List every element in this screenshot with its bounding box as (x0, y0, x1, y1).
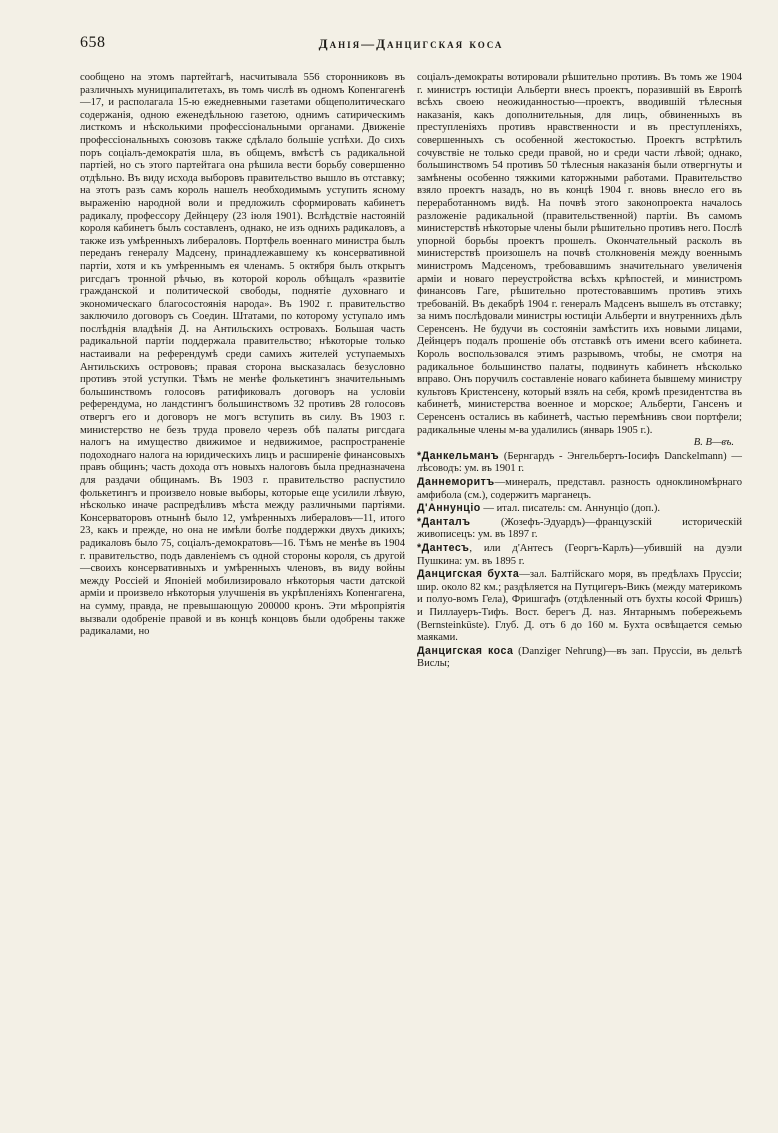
entry-text: —зал. Балтійскаго моря, въ предѣлахъ Пруссіи; шир. около 82 км.; раздѣляется на Путцигеръ-Викъ (между материкомъ и полуо-вомъ Гела), Фришгафъ (отдѣленный отъ бухты косой Фришъ) и Пиллауеръ-Тифъ. Вост. берегъ Д. наз. Янтарнымъ побережьемъ (Bernsteinküste). Глуб. Д. отъ 6 до 160 м. Бухта освѣщается семью маяками. (417, 569, 742, 644)
entry-danzig-spit (417, 645, 742, 671)
entry-text: — итал. писатель: см. Аннунціо (доп.). (480, 503, 660, 515)
entry-danzig-bay (417, 568, 742, 645)
entry-text: —минералъ, представл. разность одноклиномѣрнаго амфибола (см.), содержитъ марганецъ. (417, 477, 742, 501)
author-signature: В. В—въ. (693, 437, 734, 449)
entry-dannemorit (417, 476, 742, 502)
entry-headword: Даннеморитъ (417, 476, 495, 488)
entry-text: (Бернгардъ - Энгельбертъ-Іосифъ Danckelmann) — лѣсоводъ: ум. въ 1901 г. (417, 450, 742, 475)
entry-headword: Данцигская коса (417, 644, 514, 657)
entry-headword: *Данталъ (417, 515, 471, 528)
entry-headword: *Дантесъ (417, 541, 470, 554)
article-paragraph-continued: соціалъ-демократы вотировали рѣшительно противъ. Въ томъ же 1904 г. министръ юстиціи Альберти внесъ проектъ, поразившій въ Европѣ всѣхъ своею неожиданностью—проектъ, вводившій тѣлесныя наказанія, какъ дополнительныя, для лицъ, обвиненныхъ въ преступленіяхъ противъ нравственности и въ преступленіяхъ, совершенныхъ съ особенной жестокостью. Проектъ встрѣтилъ сочувствіе не только среди правой, но и среди части лѣвой; однако, большинствомъ 54 противъ 50 тѣлесныя наказанія были отвергнуты и замѣнены особенно тяжкими каторжными работами. Правительство взяло проектъ назадъ, но въ концѣ 1904 г. вновь внесло его въ переработанномъ видѣ. На почвѣ этого законопроекта началось разложеніе радикальной (правительственной) партіи. Въ самомъ министерствѣ нѣкоторые члены были рѣшительно противъ него. Послѣ упорной борьбы проектъ прошелъ. Окончательный расколъ въ министерствѣ произошелъ на почвѣ столкновенія между военнымъ министромъ Мадсеномъ, требовавшимъ значительнаго увеличенія арміи и новаго переустройства всѣхъ крѣпостей, и министромъ финансовъ Гаге, рѣшительно протестовавшимъ противъ этихъ требованій. Въ декабрѣ 1904 г. генералъ Мадсенъ вышелъ въ отставку; за нимъ послѣдовали министры юстиціи Альберти и внутреннихъ дѣлъ Серенсенъ. Не будучи въ состояніи замѣстить ихъ новыми лицами, Дейнцеръ подалъ прошеніе объ отставкѣ отъ имени всего кабинета. Король воспользовался этимъ разрывомъ, чтобы, не смотря на радикальное большинство палаты, подвинуть кабинетъ нѣсколько вправо. Онъ поручилъ составленіе новаго кабинета бывшему министру культовъ Кристенсену, который взялъ на себя, кромѣ президентства въ кабинетѣ, министерства военное и морское; Альберти, Гансенъ и Серенсенъ остались въ кабинетѣ, частью перемѣнивъ свои портфели; радикальные члены м-ва удалились (январь 1905 г.). (417, 72, 742, 436)
entry-dankelmann (417, 450, 742, 476)
left-column (80, 72, 405, 671)
entry-headword: *Данкельманъ (417, 449, 500, 462)
entry-dantes (417, 542, 742, 568)
entry-headword: Данцигская бухта (417, 568, 520, 581)
article-paragraph: сообщено на этомъ партейтагѣ, насчитывала 556 сторонниковъ въ различныхъ муниципалитетахъ, въ томъ числѣ въ одномъ Копенгагенѣ—17, и располагала 15-ю ежедневными газетами общеполитическаго содержанія, одною еженедѣльною газетою, однимъ сатирическимъ листкомъ и нѣсколькими профессіональными органами. Движеніе профессіональныхъ союзовъ также сдѣлало большіе успѣхи. До сихъ поръ соціалъ-демократія шла, въ общемъ, вмѣстѣ съ радикальной партіей, но съ этого партейтага она рѣшила вести борьбу совершенно отдѣльно. Въ виду исхода выборовъ правительство вышло въ отставку; на этотъ разъ самъ король нашелъ необходимымъ уступить ясному выраженію народной воли и предложилъ сформировать кабинетъ радикалу, профессору Дейнцеру (23 іюля 1901). Вслѣдствіе настояній короля кабинетъ былъ составленъ, однако, не изъ однихъ радикаловъ, а также изъ умѣренныхъ либераловъ. Портфель военнаго министра былъ переданъ генералу Мадсену, принадлежавшему къ консервативной партіи, хотя и къ умѣреннымъ ея членамъ. 5 октября былъ открытъ ригсдагъ тронной рѣчью, въ которой король обѣщалъ «развитіе гражданской и политической свободы, поднятіе духовнаго и экономическаго благосостоянія народа». Въ 1902 г. правительство заключило договоръ съ Соедин. Штатами, по которому уступало имъ послѣднія владѣнія Д. на Антильскихъ островахъ. Большая часть радикальной партіи поддержала правительство; нѣкоторые только настаивали на референдумѣ среди самихъ жителей уступаемыхъ Антильскихъ острововъ; правая сторона высказалась безусловно противъ этой уступки. Тѣмъ не менѣе фолькетингъ значительнымъ большинствомъ голосовъ ратификовалъ договоръ на условіи референдума, но ландстингъ большинствомъ 32 противъ 28 голосовъ отвергъ его и договоръ не могъ вступить въ силу. Въ 1903 г. министерство не безъ труда провело черезъ обѣ палаты ригсдага налогъ на имущество движимое и недвижимое, распространеніе подоходнаго налога на юридическихъ лицъ и расширеніе финансовыхъ правъ общинъ; часть дохода отъ новыхъ налоговъ была предназначена для раздачи общинамъ. Въ 1903 г. правительство распустило фолькетингъ и произвело новые выборы, которые еще усилили лѣвую, нѣсколько иначе распредѣливъ мѣста между различными партіями. Консерваторовъ отнынѣ было 12, умѣренныхъ либераловъ—11, итого 23, какъ и прежде, но она не имѣли болѣе поддержки двухъ дикихъ; радикаловъ было 75, соціалъ-демократовъ—16. Тѣмъ не менѣе въ 1904 г. правительство, подъ давленіемъ съ одной стороны короля, съ другой—своихъ консервативныхъ и умѣренныхъ членовъ, въ виду войны между Россіей и Японіей мобилизировало нѣкоторыя части датской арміи и произвело нѣкоторыя улучшенія въ укрѣпленіяхъ Копенгагена, на сумму, правда, не превышающую 200000 кронъ. Эти мѣропріятія вызвали одобреніе правой и въ концѣ концовъ были одобрены также радикалами, но (80, 72, 405, 638)
entry-dantal (417, 516, 742, 542)
entry-text: , или д'Антесъ (Георгъ-Карлъ)—убившій на дуэли Пушкина: ум. въ 1895 г. (417, 542, 742, 567)
page-number: 658 (80, 34, 106, 51)
running-title: Данія—Данцигская коса (318, 36, 504, 51)
text-columns (80, 72, 742, 671)
entry-dannunzio (417, 502, 742, 516)
entry-text: (Жозефъ-Эдуардъ)—французскій историческій живописецъ: ум. въ 1897 г. (417, 516, 742, 541)
page-header (80, 34, 742, 64)
entry-text: (Danziger Nehrung)—въ зап. Пруссіи, въ дельтѣ Вислы; (417, 645, 742, 670)
entry-headword: Д'Аннунціо (417, 502, 481, 515)
right-column (417, 72, 742, 671)
